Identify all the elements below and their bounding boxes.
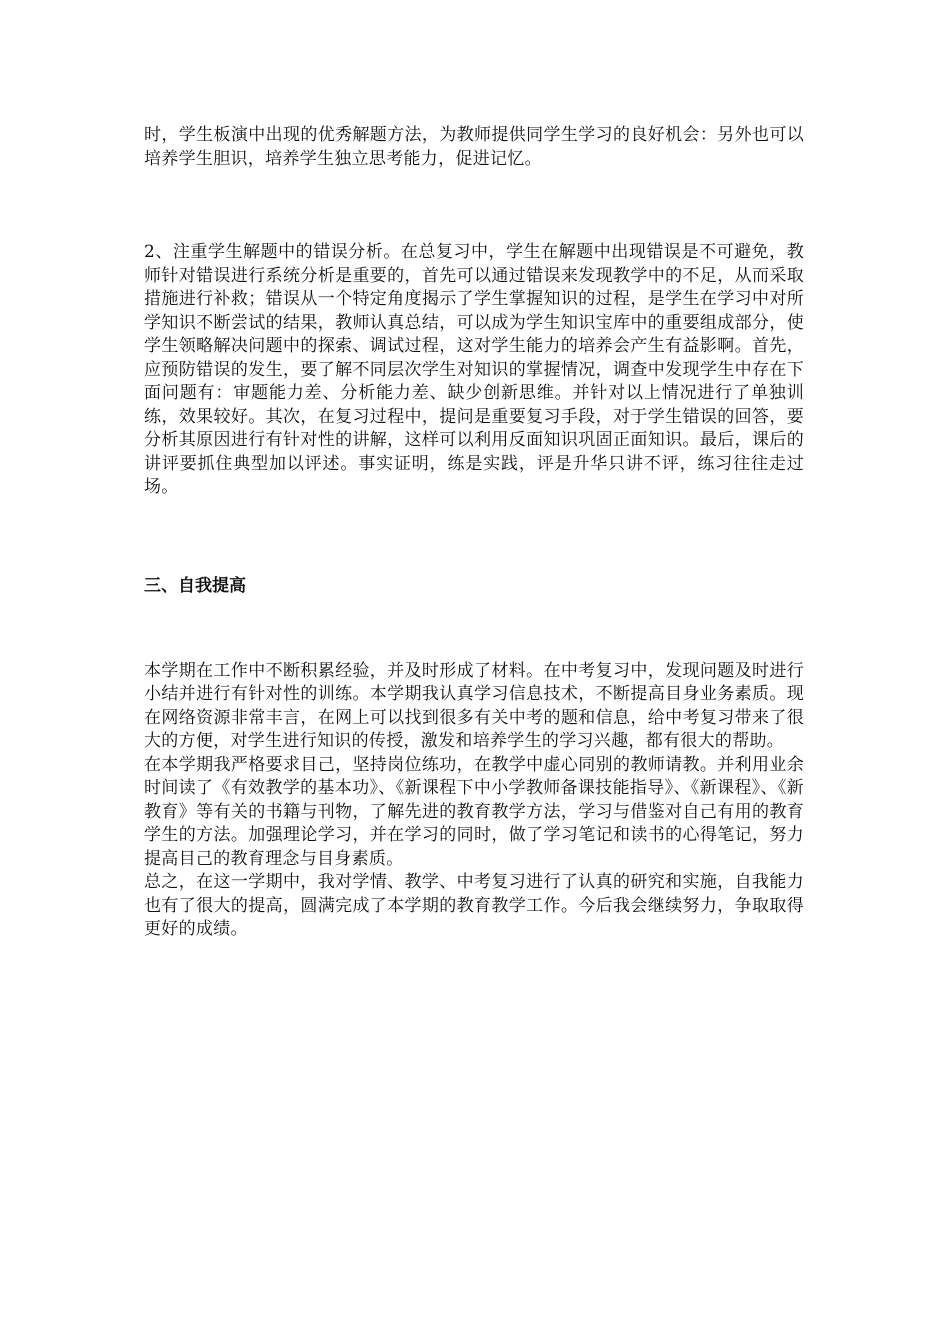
paragraph-spacer (144, 598, 804, 660)
paragraph-spacer (144, 500, 804, 574)
section-heading-self-improvement: 三、自我提高 (144, 575, 246, 596)
paragraph-error-analysis: 2、注重学生解题中的错误分析。在总复习中，学生在解题中出现错误是不可避免，教师针对错误进行系统分析是重要的，首先可以通过错误来发现教学中的不足，从而采取措施进行补救；错误从一个特定角度揭示了学生掌握知识的过程，是学生在学习中对所学知识不断尝试的结果，教师认真总结，可以成为学生知识宝库中的重要组成部分，使学生领略解决问题中的探索、调试过程，这对学生能力的培养会产生有益影啊。首先，应预防错误的发生，要了解不同层次学生对知识的掌握情况，调查中发现学生中存在下面问题有：审题能力差、分析能力差、缺少创新思维。并针对以上情况进行了单独训练，效果较好。其次，在复习过程中，提问是重要复习手段，对于学生错误的回答，要分析其原因进行有针对性的讲解，这样可以利用反面知识巩固正面知识。最后，课后的讲评要抓住典型加以评述。事实证明，练是实践，评是升华只讲不评，练习往往走过场。 (144, 242, 804, 497)
paragraph-self-improvement-1: 本学期在工作中不断积累经验，并及时形成了材料。在中考复习中，发现问题及时进行小结并进行有针对性的训练。本学期我认真学习信息技术，不断提高目身业务素质。现在网络资源非常丰言，在网上可以找到很多有关中考的题和信息，给中考复习带来了很大的方便，对学生进行知识的传授，激发和培养学生的学习兴趣，都有很大的帮助。 (144, 660, 804, 751)
paragraph-intro-continuation: 时，学生板演中出现的优秀解题方法，为教师提供同学生学习的良好机会：另外也可以培养学生胆识，培养学生独立思考能力，促进记忆。 (144, 125, 804, 169)
paragraph-spacer (144, 171, 804, 241)
paragraph-self-improvement-2: 在本学期我严格要求目己，坚持岗位练功，在教学中虚心同别的教师请教。并利用业余时间读了《有效教学的基本功》、《新课程下中小学教师备课技能指导》、《新课程》、《新教育》等有关的书籍与刊物，了解先进的教育教学方法，学习与借鉴对自己有用的教育学生的方法。加强理论学习，并在学习的同时，做了学习笔记和读书的心得笔记，努力提高目己的教育理念与目身素质。 (144, 754, 804, 869)
document-page (144, 124, 804, 942)
paragraph-conclusion: 总之，在这一学期中，我对学情、教学、中考复习进行了认真的研究和实施，自我能力也有了很大的提高，圆满完成了本学期的教育教学工作。今后我会继续努力，争取取得更好的成绩。 (144, 872, 804, 939)
